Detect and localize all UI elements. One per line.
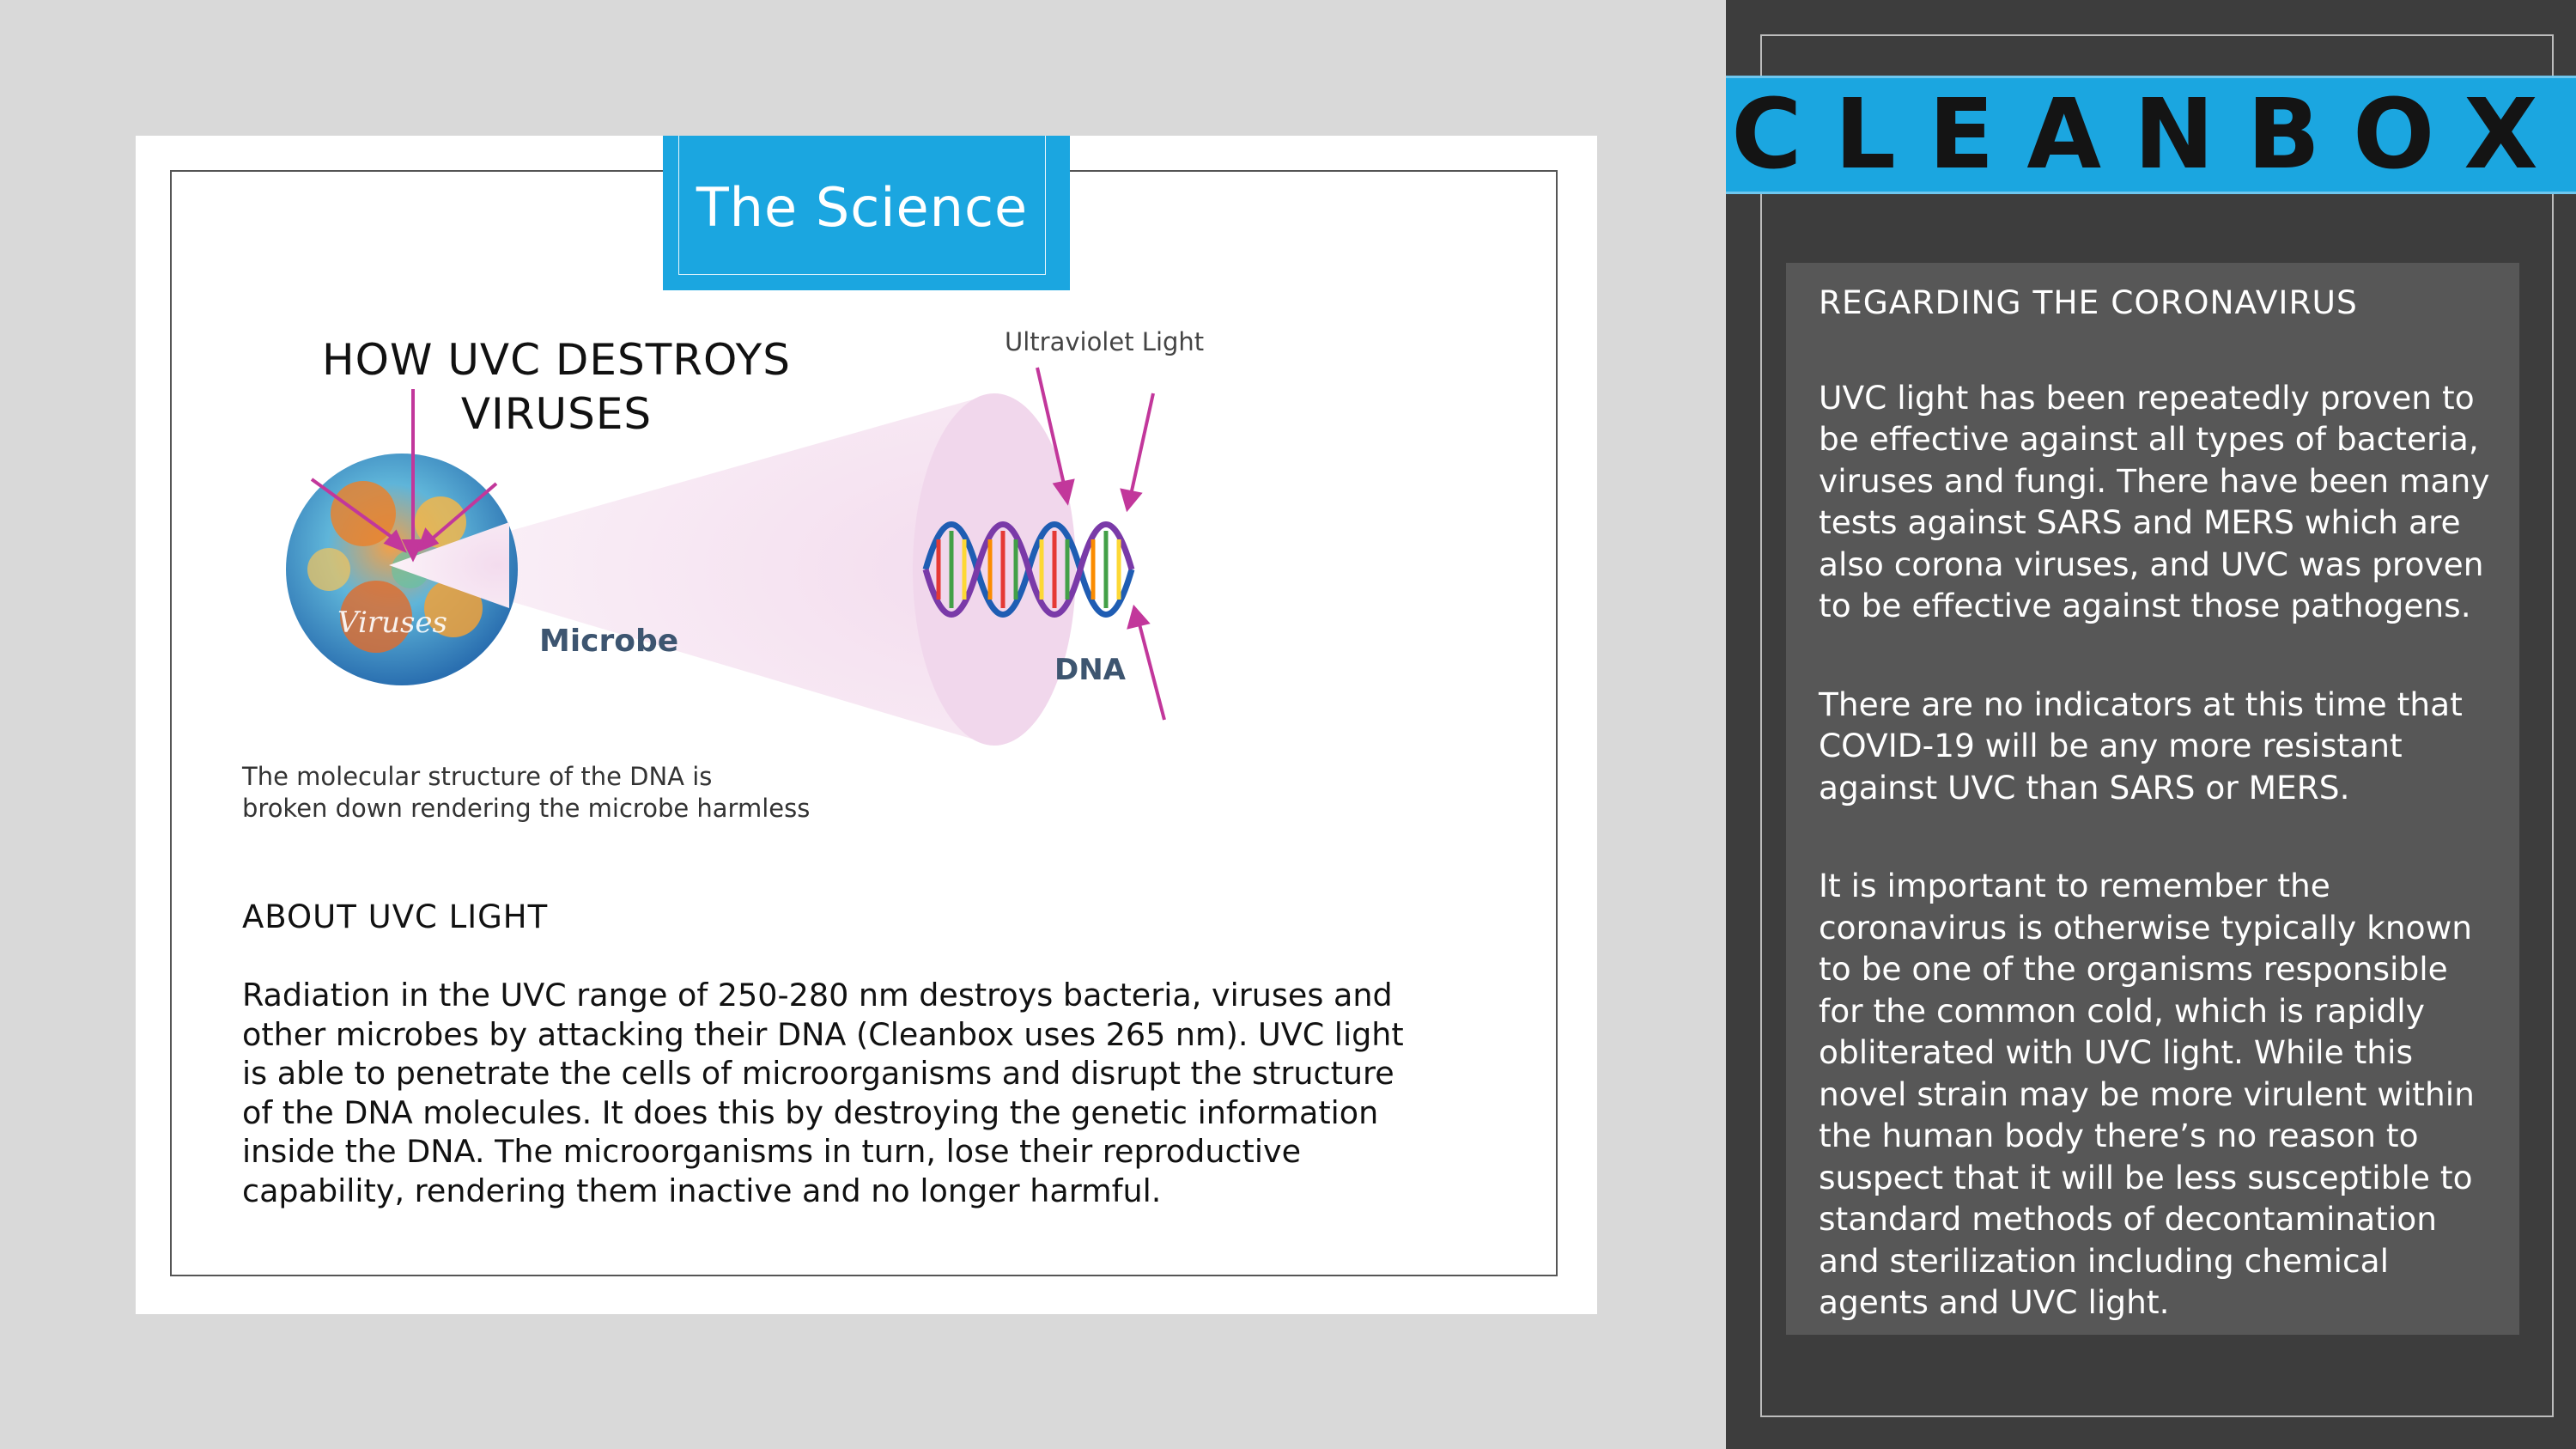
coronavirus-paragraph-3 [1819,865,2506,1324]
para-line: viruses and fungi. There have been many [1819,461,2490,500]
brand-bar [1726,76,2576,194]
about-line: is able to penetrate the cells of microorganisms and disrupt the structure [242,1055,1394,1092]
diagram-heading-line-2: VIRUSES [460,389,653,439]
para-line: to be one of the organisms responsible [1819,950,2448,988]
science-title-tab [663,136,1070,290]
about-line: capability, rendering them inactive and no longer harmful. [242,1172,1162,1209]
about-uvc-heading: ABOUT UVC LIGHT [242,898,549,935]
para-line: coronavirus is otherwise typically known [1819,908,2473,947]
about-line: inside the DNA. The microorganisms in turn, lose their reproductive [242,1133,1302,1170]
caption-line-2: broken down rendering the microbe harmless [242,794,811,823]
about-line: Radiation in the UVC range of 250-280 nm destroys bacteria, viruses and [242,977,1393,1014]
science-card [136,136,1597,1314]
para-line: standard methods of decontamination [1819,1200,2438,1238]
coronavirus-info-box [1786,263,2519,1335]
science-title: The Science [696,176,1029,239]
para-line: There are no indicators at this time that [1819,685,2463,723]
para-line: UVC light has been repeatedly proven to [1819,378,2475,417]
para-line: obliterated with UVC light. While this [1819,1033,2413,1071]
coronavirus-paragraph-1 [1819,377,2506,627]
para-line: tests against SARS and MERS which are [1819,503,2461,541]
brand-name: CLEANBOX [1731,79,2571,191]
uv-light-label: Ultraviolet Light [1005,327,1205,356]
para-line: It is important to remember the [1819,867,2330,904]
para-line: be effective against all types of bacteria, [1819,420,2479,458]
cleanbox-logo [1726,78,2576,192]
para-line: and sterilization including chemical [1819,1241,2389,1280]
about-uvc-body [242,976,1487,1210]
para-line: to be effective against those pathogens. [1819,587,2471,624]
coronavirus-info-text [1819,282,2506,1380]
coronavirus-paragraph-2 [1819,684,2506,809]
microbe-sphere [286,454,518,685]
cleanbox-wordmark [1731,79,2571,191]
para-line: also corona viruses, and UVC was proven [1819,545,2484,583]
viruses-label: Viruses [337,606,447,640]
dna-label: DNA [1054,653,1126,687]
caption-line-1: The molecular structure of the DNA is [242,762,713,791]
coronavirus-heading: REGARDING THE CORONAVIRUS [1819,283,2358,321]
para-line: suspect that it will be less susceptible to [1819,1158,2473,1196]
about-line: other microbes by attacking their DNA (Cleanbox uses 265 nm). UVC light [242,1015,1404,1053]
para-line: agents and UVC light. [1819,1283,2170,1321]
science-title-frame [678,136,1046,275]
about-line: of the DNA molecules. It does this by destroying the genetic information [242,1093,1379,1131]
diagram-heading-line-1: HOW UVC DESTROYS [322,335,791,385]
uvc-diagram [282,320,1295,754]
para-line: novel strain may be more virulent within [1819,1075,2475,1113]
para-line: against UVC than SARS or MERS. [1819,768,2350,807]
microbe-label: Microbe [539,624,679,659]
para-line: the human body there’s no reason to [1819,1117,2419,1154]
para-line: for the common cold, which is rapidly [1819,991,2425,1030]
coronavirus-panel [1726,0,2576,1449]
para-line: COVID-19 will be any more resistant [1819,727,2403,764]
diagram-caption [242,761,929,825]
